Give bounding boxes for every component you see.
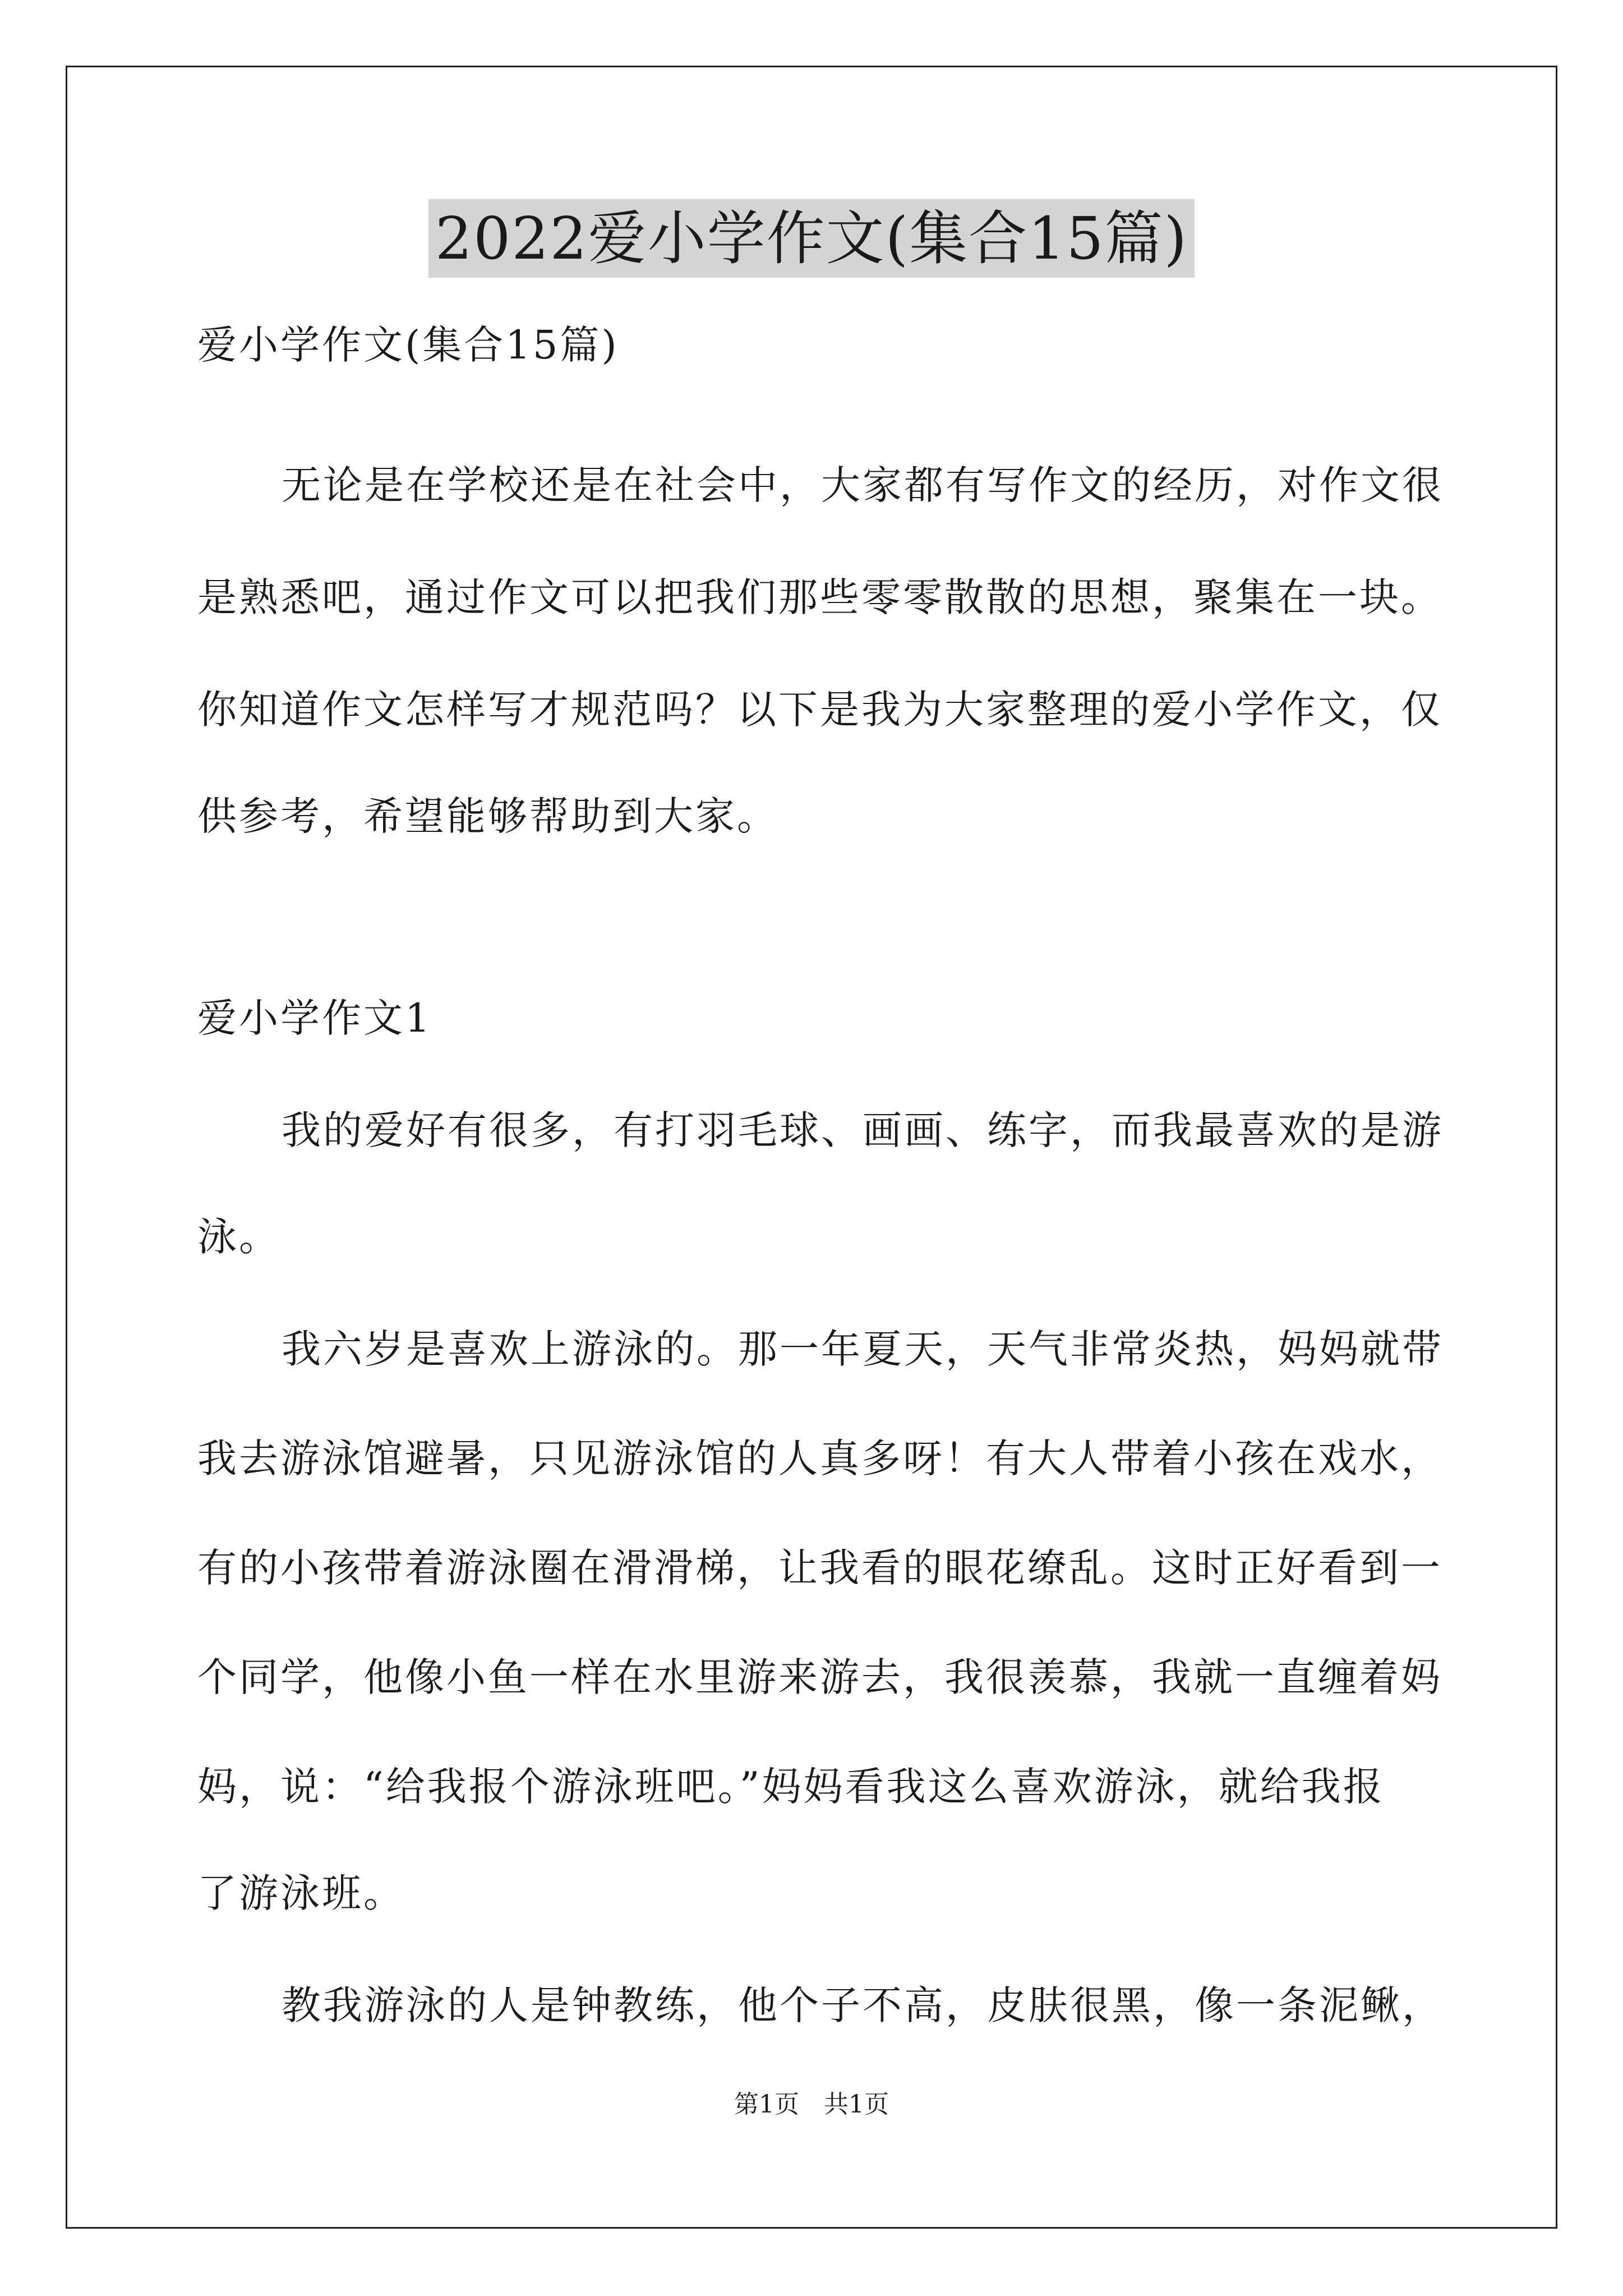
paragraph-line: 有的小孩带着游泳圈在滑滑梯，让我看的眼花缭乱。这时正好看到一 [197,1545,1442,1591]
page-footer: 第1页 共1页 [734,2090,889,2119]
intro-line: 供参考，希望能够帮助到大家。 [197,793,778,839]
paragraph-line: 我去游泳馆避暑，只见游泳馆的人真多呀！有大人带着小孩在戏水， [197,1435,1442,1481]
paragraph-line: 泳。 [197,1214,280,1260]
intro-line: 你知道作文怎样写才规范吗？以下是我为大家整理的爱小学作文，仅 [197,687,1442,733]
paragraph-line: 我六岁是喜欢上游泳的。那一年夏天，天气非常炎热，妈妈就带 [282,1326,1444,1372]
title-container [0,199,1623,278]
intro-line: 是熟悉吧，通过作文可以把我们那些零零散散的思想，聚集在一块。 [197,574,1442,620]
paragraph-line: 个同学，他像小鱼一样在水里游来游去，我很羡慕，我就一直缠着妈 [197,1654,1442,1700]
paragraph-line: 教我游泳的人是钟教练，他个子不高，皮肤很黑，像一条泥鳅， [282,1982,1444,2028]
document-title: 2022爱小学作文(集合15篇) [428,199,1195,278]
section-heading: 爱小学作文1 [197,995,432,1041]
paragraph-line: 了游泳班。 [197,1870,405,1916]
paragraph-line: 妈，说：“给我报个游泳班吧。”妈妈看我这么喜欢游泳，就给我报 [197,1764,1385,1810]
document-subtitle: 爱小学作文(集合15篇) [197,322,619,368]
intro-line: 无论是在学校还是在社会中，大家都有写作文的经历，对作文很 [282,462,1444,508]
paragraph-line: 我的爱好有很多，有打羽毛球、画画、练字，而我最喜欢的是游 [282,1107,1444,1153]
